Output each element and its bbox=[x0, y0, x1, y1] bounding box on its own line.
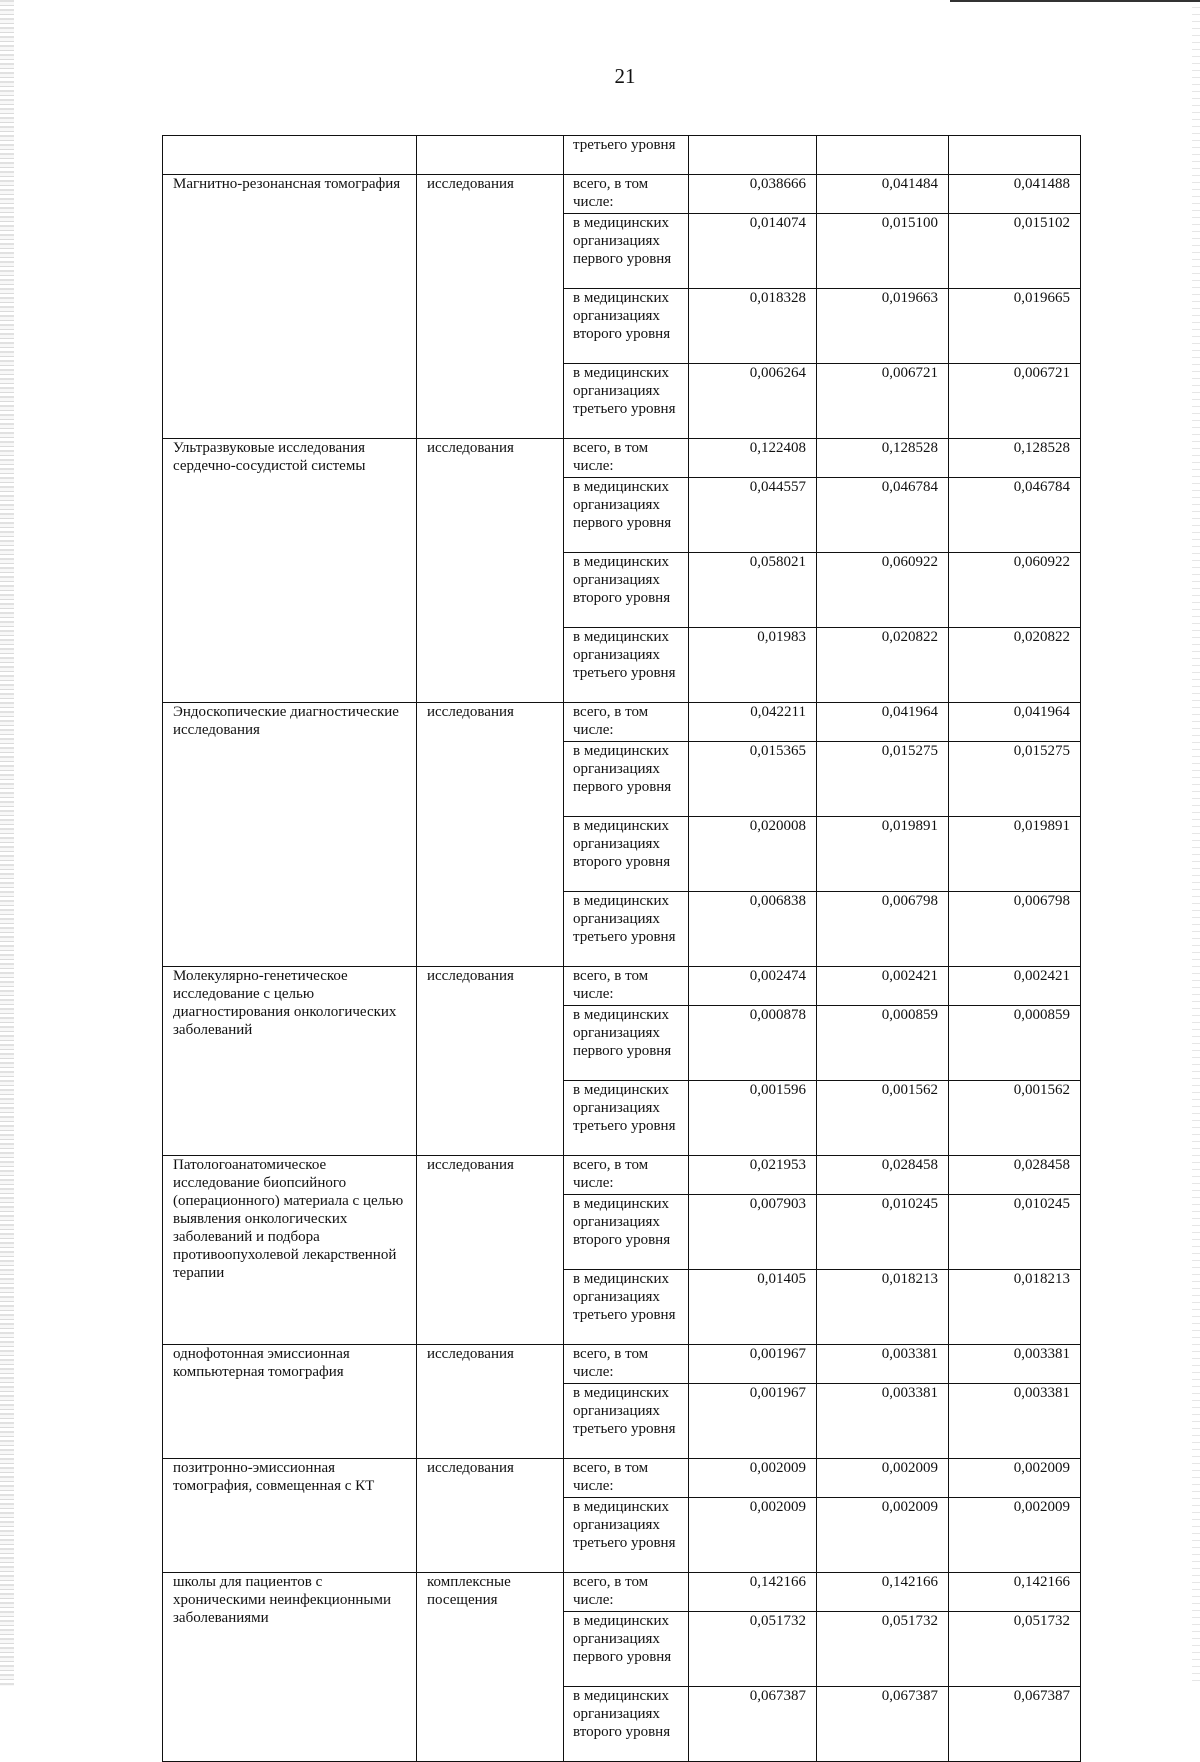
value-cell: 0,002009 bbox=[817, 1498, 949, 1573]
value-cell: 0,041964 bbox=[949, 703, 1081, 742]
level-cell: всего, в том числе: bbox=[564, 175, 689, 214]
category-name-cell: Ультразвуковые исследования сердечно-сосудистой системы bbox=[163, 439, 417, 703]
value-cell: 0,002421 bbox=[949, 967, 1081, 1006]
page-number: 21 bbox=[614, 64, 636, 88]
level-cell: в медицинских организациях третьего уровня bbox=[564, 892, 689, 967]
unit-cell: комплексные посещения bbox=[417, 1573, 564, 1762]
category-name-cell: школы для пациентов с хроническими неинфекционными заболеваниями bbox=[163, 1573, 417, 1762]
rates-table bbox=[162, 135, 1081, 1762]
level-cell: в медицинских организациях первого уровня bbox=[564, 1612, 689, 1687]
value-cell: 0,021953 bbox=[689, 1156, 817, 1195]
value-cell: 0,041484 bbox=[817, 175, 949, 214]
value-cell: 0,015365 bbox=[689, 742, 817, 817]
value-cell: 0,014074 bbox=[689, 214, 817, 289]
value-cell: 0,041964 bbox=[817, 703, 949, 742]
level-cell: всего, в том числе: bbox=[564, 1345, 689, 1384]
value-cell: 0,019891 bbox=[817, 817, 949, 892]
level-cell: в медицинских организациях второго уровня bbox=[564, 1687, 689, 1762]
value-cell: 0,006264 bbox=[689, 364, 817, 439]
value-cell: 0,060922 bbox=[949, 553, 1081, 628]
value-cell: 0,015102 bbox=[949, 214, 1081, 289]
value-cell: 0,019663 bbox=[817, 289, 949, 364]
value-cell: 0,000859 bbox=[817, 1006, 949, 1081]
value-cell: 0,142166 bbox=[689, 1573, 817, 1612]
value-cell: 0,051732 bbox=[689, 1612, 817, 1687]
table-row bbox=[163, 1345, 1081, 1384]
value-cell: 0,002009 bbox=[689, 1498, 817, 1573]
unit-cell bbox=[417, 136, 564, 175]
value-cell: 0,015100 bbox=[817, 214, 949, 289]
value-cell: 0,015275 bbox=[949, 742, 1081, 817]
value-cell: 0,042211 bbox=[689, 703, 817, 742]
level-cell: в медицинских организациях второго уровня bbox=[564, 553, 689, 628]
value-cell: 0,058021 bbox=[689, 553, 817, 628]
category-name-cell: Молекулярно-генетическое исследование с целью диагностирования онкологических заболеваний bbox=[163, 967, 417, 1156]
value-cell: 0,002421 bbox=[817, 967, 949, 1006]
level-cell: в медицинских организациях первого уровня bbox=[564, 1006, 689, 1081]
category-cell bbox=[163, 136, 417, 175]
value-cell: 0,020008 bbox=[689, 817, 817, 892]
value-cell: 0,067387 bbox=[689, 1687, 817, 1762]
category-name-cell: позитронно-эмиссионная томография, совмещенная с КТ bbox=[163, 1459, 417, 1573]
value-cell: 0,003381 bbox=[817, 1384, 949, 1459]
value-cell: 0,018328 bbox=[689, 289, 817, 364]
level-cell: всего, в том числе: bbox=[564, 967, 689, 1006]
value-cell: 0,000878 bbox=[689, 1006, 817, 1081]
value-cell: 0,028458 bbox=[817, 1156, 949, 1195]
value-cell: 0,019665 bbox=[949, 289, 1081, 364]
unit-cell: исследования bbox=[417, 967, 564, 1156]
level-cell: всего, в том числе: bbox=[564, 1156, 689, 1195]
value-cell bbox=[949, 136, 1081, 175]
value-cell: 0,003381 bbox=[817, 1345, 949, 1384]
value-cell: 0,006721 bbox=[949, 364, 1081, 439]
value-cell: 0,002009 bbox=[817, 1459, 949, 1498]
table-row bbox=[163, 175, 1081, 214]
level-cell: в медицинских организациях третьего уровня bbox=[564, 364, 689, 439]
value-cell: 0,01405 bbox=[689, 1270, 817, 1345]
value-cell: 0,128528 bbox=[817, 439, 949, 478]
value-cell: 0,060922 bbox=[817, 553, 949, 628]
value-cell: 0,001967 bbox=[689, 1384, 817, 1459]
value-cell: 0,041488 bbox=[949, 175, 1081, 214]
table-row bbox=[163, 136, 1081, 175]
value-cell: 0,000859 bbox=[949, 1006, 1081, 1081]
value-cell: 0,018213 bbox=[949, 1270, 1081, 1345]
value-cell: 0,003381 bbox=[949, 1384, 1081, 1459]
value-cell: 0,051732 bbox=[817, 1612, 949, 1687]
scan-edge-right bbox=[1192, 0, 1200, 1686]
value-cell: 0,067387 bbox=[817, 1687, 949, 1762]
scan-edge-left bbox=[0, 0, 14, 1686]
value-cell: 0,001562 bbox=[949, 1081, 1081, 1156]
value-cell: 0,044557 bbox=[689, 478, 817, 553]
value-cell bbox=[817, 136, 949, 175]
value-cell: 0,002009 bbox=[689, 1459, 817, 1498]
value-cell: 0,020822 bbox=[817, 628, 949, 703]
value-cell: 0,006798 bbox=[817, 892, 949, 967]
value-cell: 0,007903 bbox=[689, 1195, 817, 1270]
level-cell: в медицинских организациях первого уровня bbox=[564, 214, 689, 289]
level-cell: в медицинских организациях второго уровня bbox=[564, 817, 689, 892]
level-cell: в медицинских организациях второго уровня bbox=[564, 1195, 689, 1270]
unit-cell: исследования bbox=[417, 175, 564, 439]
value-cell: 0,142166 bbox=[949, 1573, 1081, 1612]
unit-cell: исследования bbox=[417, 439, 564, 703]
table-row bbox=[163, 1156, 1081, 1195]
value-cell bbox=[689, 136, 817, 175]
unit-cell: исследования bbox=[417, 703, 564, 967]
level-cell: в медицинских организациях третьего уровня bbox=[564, 1270, 689, 1345]
value-cell: 0,142166 bbox=[817, 1573, 949, 1612]
value-cell: 0,01983 bbox=[689, 628, 817, 703]
category-name-cell: однофотонная эмиссионная компьютерная томография bbox=[163, 1345, 417, 1459]
value-cell: 0,002009 bbox=[949, 1459, 1081, 1498]
level-cell: всего, в том числе: bbox=[564, 439, 689, 478]
level-cell: в медицинских организациях третьего уровня bbox=[564, 1081, 689, 1156]
scan-top-line bbox=[950, 0, 1200, 2]
value-cell: 0,046784 bbox=[949, 478, 1081, 553]
value-cell: 0,006798 bbox=[949, 892, 1081, 967]
category-name-cell: Эндоскопические диагностические исследования bbox=[163, 703, 417, 967]
level-cell: в медицинских организациях третьего уровня bbox=[564, 1384, 689, 1459]
value-cell: 0,020822 bbox=[949, 628, 1081, 703]
level-cell: всего, в том числе: bbox=[564, 1459, 689, 1498]
level-cell: в медицинских организациях второго уровня bbox=[564, 289, 689, 364]
table-row bbox=[163, 1459, 1081, 1498]
value-cell: 0,002009 bbox=[949, 1498, 1081, 1573]
table-row bbox=[163, 439, 1081, 478]
value-cell: 0,001562 bbox=[817, 1081, 949, 1156]
table-body bbox=[163, 136, 1081, 1762]
value-cell: 0,018213 bbox=[817, 1270, 949, 1345]
value-cell: 0,015275 bbox=[817, 742, 949, 817]
value-cell: 0,019891 bbox=[949, 817, 1081, 892]
value-cell: 0,003381 bbox=[949, 1345, 1081, 1384]
unit-cell: исследования bbox=[417, 1459, 564, 1573]
value-cell: 0,010245 bbox=[817, 1195, 949, 1270]
value-cell: 0,002474 bbox=[689, 967, 817, 1006]
table-row bbox=[163, 967, 1081, 1006]
level-cell: в медицинских организациях первого уровня bbox=[564, 742, 689, 817]
level-cell: всего, в том числе: bbox=[564, 703, 689, 742]
value-cell: 0,001967 bbox=[689, 1345, 817, 1384]
level-cell: всего, в том числе: bbox=[564, 1573, 689, 1612]
value-cell: 0,122408 bbox=[689, 439, 817, 478]
value-cell: 0,067387 bbox=[949, 1687, 1081, 1762]
table-row bbox=[163, 703, 1081, 742]
level-cell: третьего уровня bbox=[564, 136, 689, 175]
value-cell: 0,006721 bbox=[817, 364, 949, 439]
value-cell: 0,046784 bbox=[817, 478, 949, 553]
value-cell: 0,128528 bbox=[949, 439, 1081, 478]
value-cell: 0,006838 bbox=[689, 892, 817, 967]
unit-cell: исследования bbox=[417, 1345, 564, 1459]
unit-cell: исследования bbox=[417, 1156, 564, 1345]
level-cell: в медицинских организациях третьего уровня bbox=[564, 628, 689, 703]
value-cell: 0,028458 bbox=[949, 1156, 1081, 1195]
value-cell: 0,010245 bbox=[949, 1195, 1081, 1270]
value-cell: 0,038666 bbox=[689, 175, 817, 214]
value-cell: 0,001596 bbox=[689, 1081, 817, 1156]
category-name-cell: Патологоанатомическое исследование биопсийного (операционного) материала с целью выявления онкологических заболеваний и подбора противоопухолевой лекарственной терапии bbox=[163, 1156, 417, 1345]
level-cell: в медицинских организациях первого уровня bbox=[564, 478, 689, 553]
value-cell: 0,051732 bbox=[949, 1612, 1081, 1687]
level-cell: в медицинских организациях третьего уровня bbox=[564, 1498, 689, 1573]
table-row bbox=[163, 1573, 1081, 1612]
category-name-cell: Магнитно-резонансная томография bbox=[163, 175, 417, 439]
